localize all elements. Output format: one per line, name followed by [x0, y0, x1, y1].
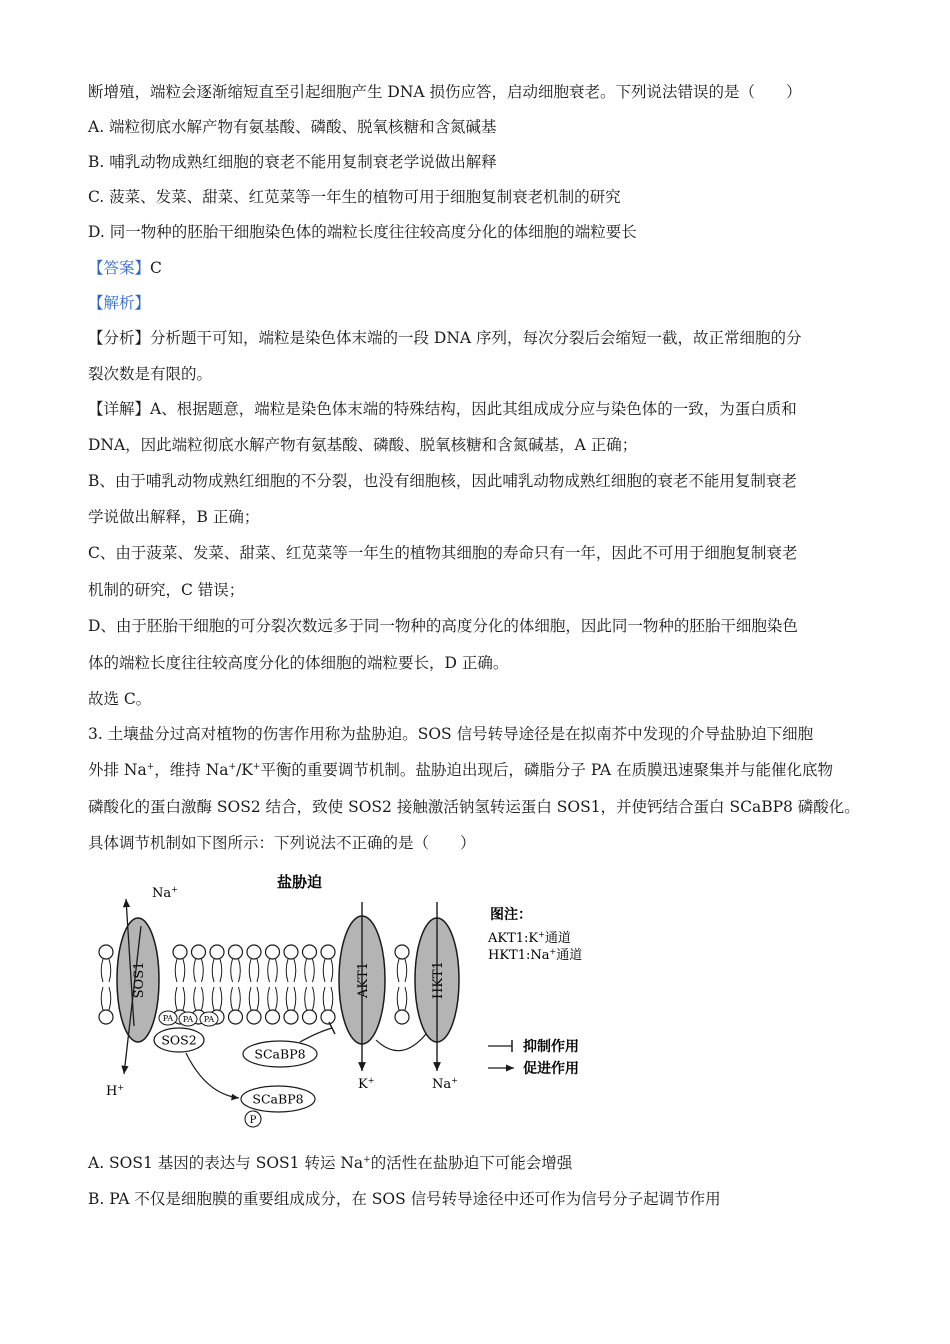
lipid-tail — [202, 987, 204, 1010]
lipid-tail — [323, 959, 325, 982]
sos1-label: SOS1 — [132, 961, 147, 999]
lipid-tail — [331, 959, 333, 982]
question-3-line-4: 具体调节机制如下图所示：下列说法不正确的是（ ） — [88, 834, 476, 852]
phosphate-label: P — [249, 1115, 257, 1126]
lipid-head — [395, 1010, 409, 1024]
lipid-tail — [305, 987, 307, 1010]
lipid-tail — [183, 987, 185, 1010]
lipid-head — [395, 945, 409, 959]
sos2-label: SOS2 — [161, 1032, 197, 1048]
question-3-line-3: 磷酸化的蛋白激酶 SOS2 结合，致使 SOS2 接触激活钠氢转运蛋白 SOS1，并使钙结合蛋白 SCaBP8 磷酸化。 — [88, 798, 860, 816]
lipid-tail — [183, 959, 185, 982]
lipid-tail — [109, 987, 111, 1010]
answer-value: C — [150, 259, 162, 277]
question-3-line-2: 外排 Na+，维持 Na+/K+平衡的重要调节机制。盐胁迫出现后，磷脂分子 PA 在质膜迅速聚集并与能催化底物 — [88, 761, 833, 779]
analysis-line: C、由于菠菜、发菜、甜菜、红苋菜等一年生的植物其细胞的寿命只有一年，因此不可用于细胞复制衰老 — [88, 544, 798, 562]
hkt1-label: HKT1 — [431, 961, 446, 999]
lipid-head — [99, 945, 113, 959]
sos2-protein — [154, 1028, 204, 1052]
figure-title: 盐胁迫 — [277, 873, 323, 891]
na-bottom-label: Na+ — [432, 1076, 458, 1092]
sos-pathway-figure — [96, 866, 606, 1138]
lipid-head — [99, 1010, 113, 1024]
analysis-line: 【分析】分析题干可知，端粒是染色体末端的一段 DNA 序列，每次分裂后会缩短一截，故正常细胞的分 — [88, 329, 802, 347]
lipid-head — [303, 945, 317, 959]
analysis-tag: 【解析】 — [88, 294, 151, 312]
legend — [487, 906, 582, 1077]
analysis-line: 裂次数是有限的。 — [88, 365, 213, 383]
answer-line — [88, 258, 162, 278]
na-top-label: Na+ — [152, 885, 178, 901]
lipid-tail — [268, 959, 270, 982]
inhibit-legend-label: 抑制作用 — [523, 1039, 579, 1055]
lipid-tail — [231, 987, 233, 1010]
scabp8-label: SCaBP8 — [252, 1091, 304, 1107]
lipid-tail — [231, 959, 233, 982]
lipid-tail — [220, 987, 222, 1010]
lipid-tail — [202, 959, 204, 982]
lipid-tail — [257, 987, 259, 1010]
scabp8-protein — [243, 1041, 317, 1067]
lipid-tail — [305, 959, 307, 982]
option-a: A. 端粒彻底水解产物有氨基酸、磷酸、脱氧核糖和含氮碱基 — [88, 118, 497, 136]
lipid-tail — [194, 959, 196, 982]
lipid-head — [321, 945, 335, 959]
lipid-tail — [220, 959, 222, 982]
question-3-option-a: A. SOS1 基因的表达与 SOS1 转运 Na+的活性在盐胁迫下可能会增强 — [88, 1154, 573, 1172]
option-b: B. 哺乳动物成熟红细胞的衰老不能用复制衰老学说做出解释 — [88, 153, 497, 171]
pa-label: PA — [203, 1015, 215, 1024]
pa-label: PA — [162, 1014, 174, 1023]
lipid-tail — [101, 987, 103, 1010]
scabp8-phosphorylated — [241, 1086, 315, 1127]
sos2-phosphorylation-arrow — [186, 1053, 239, 1098]
lipid-tail — [397, 959, 399, 982]
option-c: C. 菠菜、发菜、甜菜、红苋菜等一年生的植物可用于细胞复制衰老机制的研究 — [88, 188, 621, 206]
analysis-line: 体的端粒长度往往较高度分化的体细胞的端粒要长，D 正确。 — [88, 654, 509, 672]
lipid-tail — [313, 987, 315, 1010]
lipid-head — [192, 945, 206, 959]
inhibit-akt1-line — [300, 1028, 332, 1042]
hkt1-akt1-line — [376, 1034, 426, 1051]
lipid-head — [210, 945, 224, 959]
lipid-tail — [397, 987, 399, 1010]
lipid-tail — [257, 959, 259, 982]
lipid-tail — [331, 987, 333, 1010]
lipid-head — [173, 945, 187, 959]
question-3-line-1: 3. 土壤盐分过高对植物的伤害作用称为盐胁迫。SOS 信号转导途径是在拟南芥中发现的介导盐胁迫下细胞 — [88, 725, 814, 743]
lipid-head — [284, 945, 298, 959]
lipid-tail — [294, 987, 296, 1010]
lipid-head — [229, 945, 243, 959]
h-label: H+ — [106, 1083, 125, 1099]
lipid-head — [229, 1010, 243, 1024]
lipid-head — [266, 945, 280, 959]
lipid-tail — [405, 959, 407, 982]
sos1-protein — [117, 918, 159, 1042]
lipid-tail — [249, 987, 251, 1010]
option-d: D. 同一物种的胚胎干细胞染色体的端粒长度往往较高度分化的体细胞的端粒要长 — [88, 223, 637, 241]
legend-akt1: AKT1:K+通道 — [488, 930, 571, 946]
lipid-tail — [313, 959, 315, 982]
lipid-tail — [276, 987, 278, 1010]
lipid-head — [266, 1010, 280, 1024]
question-2-stem-tail: 断增殖，端粒会逐渐缩短直至引起细胞产生 DNA 损伤应答，启动细胞衰老。下列说法错误的是（ ） — [88, 83, 802, 101]
lipid-tail — [109, 959, 111, 982]
lipid-head — [303, 1010, 317, 1024]
lipid-tail — [101, 959, 103, 982]
question-3-option-b: B. PA 不仅是细胞膜的重要组成成分，在 SOS 信号转导途径中还可作为信号分子起调节作用 — [88, 1190, 721, 1208]
lipid-tail — [405, 987, 407, 1010]
lipid-tail — [212, 959, 214, 982]
lipid-head — [321, 1010, 335, 1024]
lipid-tail — [194, 987, 196, 1010]
lipid-head — [284, 1010, 298, 1024]
pa-molecules — [159, 1011, 218, 1026]
answer-tag: 【答案】 — [88, 259, 151, 277]
lipid-tail — [268, 987, 270, 1010]
analysis-line: 【详解】A、根据题意，端粒是染色体末端的特殊结构，因此其组成成分应与染色体的一致，为蛋白质和 — [88, 400, 797, 418]
legend-hkt1: HKT1:Na+通道 — [488, 947, 583, 963]
lipid-tail — [175, 959, 177, 982]
lipid-head — [247, 945, 261, 959]
promote-legend-label: 促进作用 — [523, 1061, 579, 1077]
lipid-tail — [294, 959, 296, 982]
lipid-tail — [212, 987, 214, 1010]
pa-label: PA — [182, 1015, 194, 1024]
lipid-tail — [276, 959, 278, 982]
analysis-line: 学说做出解释，B 正确； — [88, 508, 260, 526]
lipid-tail — [286, 987, 288, 1010]
legend-title: 图注： — [490, 907, 532, 923]
lipid-tail — [286, 959, 288, 982]
lipid-tail — [323, 987, 325, 1010]
lipid-tail — [239, 987, 241, 1010]
lipid-tail — [175, 987, 177, 1010]
akt1-label: AKT1 — [356, 961, 371, 999]
lipid-tail — [239, 959, 241, 982]
lipid-head — [247, 1010, 261, 1024]
analysis-line: B、由于哺乳动物成熟红细胞的不分裂，也没有细胞核，因此哺乳动物成熟红细胞的衰老不能用复制衰老 — [88, 472, 797, 490]
analysis-line: DNA，因此端粒彻底水解产物有氨基酸、磷酸、脱氧核糖和含氮碱基，A 正确； — [88, 436, 638, 454]
analysis-line: 机制的研究，C 错误； — [88, 581, 245, 599]
analysis-line: 故选 C。 — [88, 690, 152, 708]
scabp8-label: SCaBP8 — [254, 1046, 306, 1062]
lipid-tail — [249, 959, 251, 982]
analysis-line: D、由于胚胎干细胞的可分裂次数远多于同一物种的高度分化的体细胞，因此同一物种的胚胎干细胞染色 — [88, 617, 798, 635]
k-label: K+ — [358, 1076, 375, 1092]
